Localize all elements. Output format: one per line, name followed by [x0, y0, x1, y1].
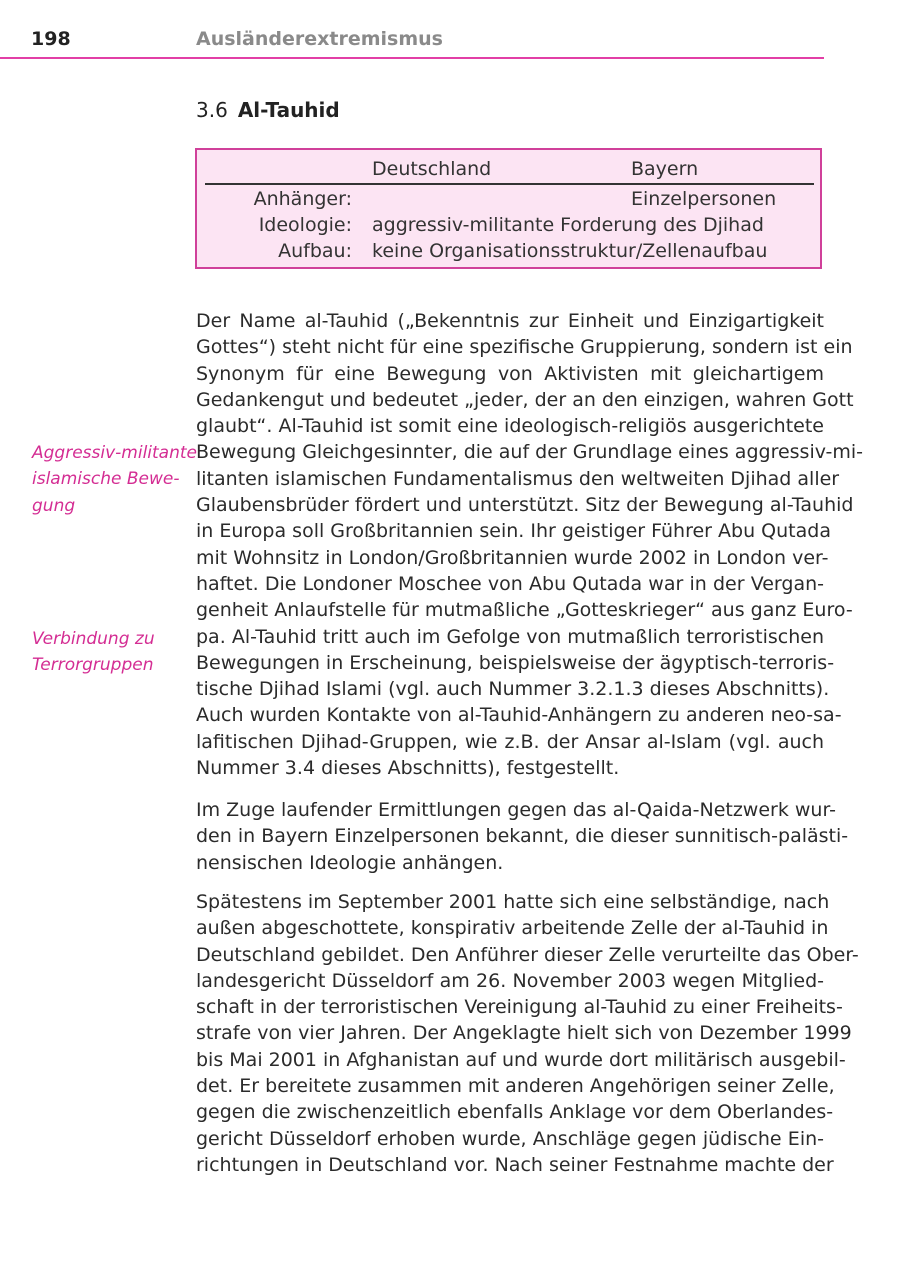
text-line: Deutschland gebildet. Den Anführer dieser Zelle verurteilte das Ober-	[196, 943, 859, 966]
text-line: landesgericht Düsseldorf am 26. November 2003 wegen Mitglied-	[196, 969, 824, 992]
text-line: Glaubensbrüder fördert und unterstützt. Sitz der Bewegung al-Tauhid	[196, 494, 854, 517]
text-line: Der Name al-Tauhid („Bekenntnis zur Einheit und Einzigartigkeit	[196, 310, 824, 332]
text-line: Gedankengut und bedeutet „jeder, der an den einzigen, wahren Gott	[196, 388, 854, 411]
margin-note-line: islamische Bewe-	[32, 469, 180, 490]
text-line: den in Bayern Einzelpersonen bekannt, die dieser sunnitisch-palästi-	[196, 825, 849, 848]
running-title: Ausländerextremismus	[196, 28, 443, 50]
text-line: Auch wurden Kontakte von al-Tauhid-Anhängern zu anderen neo-sa-	[196, 704, 842, 727]
text-line: in Europa soll Großbritannien sein. Ihr geistiger Führer Abu Qutada	[196, 520, 831, 543]
text-line: Bewegung Gleichgesinnter, die auf der Grundlage eines aggressiv-mi-	[196, 441, 863, 464]
text-line: gegen die zwischenzeitlich ebenfalls Anklage vor dem Oberlandes-	[196, 1101, 834, 1124]
text-line: tische Djihad Islami (vgl. auch Nummer 3.2.1.3 dieses Abschnitts).	[196, 678, 830, 701]
text-line: Im Zuge laufender Ermittlungen gegen das al-Qaida-Netzwerk wur-	[196, 799, 836, 821]
margin-note-line: gung	[32, 495, 76, 516]
text-line: pa. Al-Tauhid tritt auch im Gefolge von mutmaßlich terroristischen	[196, 625, 824, 648]
page-number: 198	[31, 28, 71, 50]
row-value-germany: keine Organisationsstruktur/Zellenaufbau	[372, 240, 768, 262]
info-row-structure	[197, 240, 820, 265]
info-box-header-rule	[205, 183, 814, 185]
paragraph-1	[196, 308, 863, 781]
text-line: schaft in der terroristischen Vereinigung al-Tauhid zu einer Freiheits-	[196, 996, 843, 1019]
text-line: Bewegungen in Erscheinung, beispielsweise der ägyptisch-terroris-	[196, 651, 835, 674]
info-box	[195, 148, 822, 269]
text-line: nensischen Ideologie anhängen.	[196, 851, 504, 874]
margin-note-line: Terrorgruppen	[32, 655, 154, 676]
text-line: haftet. Die Londoner Moschee von Abu Qutada war in der Vergan-	[196, 572, 824, 595]
row-label: Ideologie:	[258, 214, 352, 236]
text-line: strafe von vier Jahren. Der Angeklagte hielt sich von Dezember 1999	[196, 1022, 852, 1045]
section-number: 3.6	[196, 98, 228, 122]
text-line: richtungen in Deutschland vor. Nach seiner Festnahme machte der	[196, 1153, 834, 1176]
column-header-bavaria: Bayern	[631, 158, 699, 180]
section-heading	[196, 98, 340, 122]
row-value-germany: aggressiv-militante Forderung des Djihad	[372, 214, 764, 236]
text-line: Gottes“) steht nicht für eine spezifische Gruppierung, sondern ist ein	[196, 336, 853, 359]
text-line: Nummer 3.4 dieses Abschnitts), festgestellt.	[196, 757, 620, 780]
text-line: glaubt“. Al-Tauhid ist somit eine ideologisch-religiös ausgerichtete	[196, 415, 824, 438]
paragraph-2	[196, 797, 849, 876]
margin-note-movement	[32, 440, 198, 519]
text-line: det. Er bereitete zusammen mit anderen Angehörigen seiner Zelle,	[196, 1075, 835, 1098]
margin-note-terror-links	[32, 626, 192, 679]
margin-note-line: Verbindung zu	[32, 629, 155, 649]
info-row-ideology	[197, 214, 820, 239]
text-line: Synonym für eine Bewegung von Aktivisten mit gleichartigem	[196, 362, 824, 385]
paragraph-3	[196, 889, 859, 1178]
text-line: genheit Anlaufstelle für mutmaßliche „Gotteskrieger“ aus ganz Euro-	[196, 599, 853, 622]
text-line: außen abgeschottete, konspirativ arbeitende Zelle der al-Tauhid in	[196, 917, 829, 940]
section-title: Al-Tauhid	[237, 98, 340, 122]
info-row-supporters	[197, 188, 820, 213]
row-label: Aufbau:	[278, 240, 352, 262]
text-line: litanten islamischen Fundamentalismus den weltweiten Djihad aller	[196, 467, 840, 490]
text-line: gericht Düsseldorf erhoben wurde, Anschläge gegen jüdische Ein-	[196, 1127, 824, 1150]
text-line: mit Wohnsitz in London/Großbritannien wurde 2002 in London ver-	[196, 546, 829, 569]
row-label: Anhänger:	[253, 188, 352, 210]
text-line: lafitischen Djihad-Gruppen, wie z.B. der Ansar al-Islam (vgl. auch	[196, 730, 824, 753]
row-value-bavaria: Einzelpersonen	[631, 188, 777, 210]
margin-note-line: Aggressiv-militante	[32, 443, 198, 463]
text-line: bis Mai 2001 in Afghanistan auf und wurde dort militärisch ausgebil-	[196, 1048, 846, 1071]
column-header-germany: Deutschland	[372, 158, 492, 180]
text-line: Spätestens im September 2001 hatte sich eine selbständige, nach	[196, 891, 830, 913]
header-rule	[0, 57, 824, 59]
